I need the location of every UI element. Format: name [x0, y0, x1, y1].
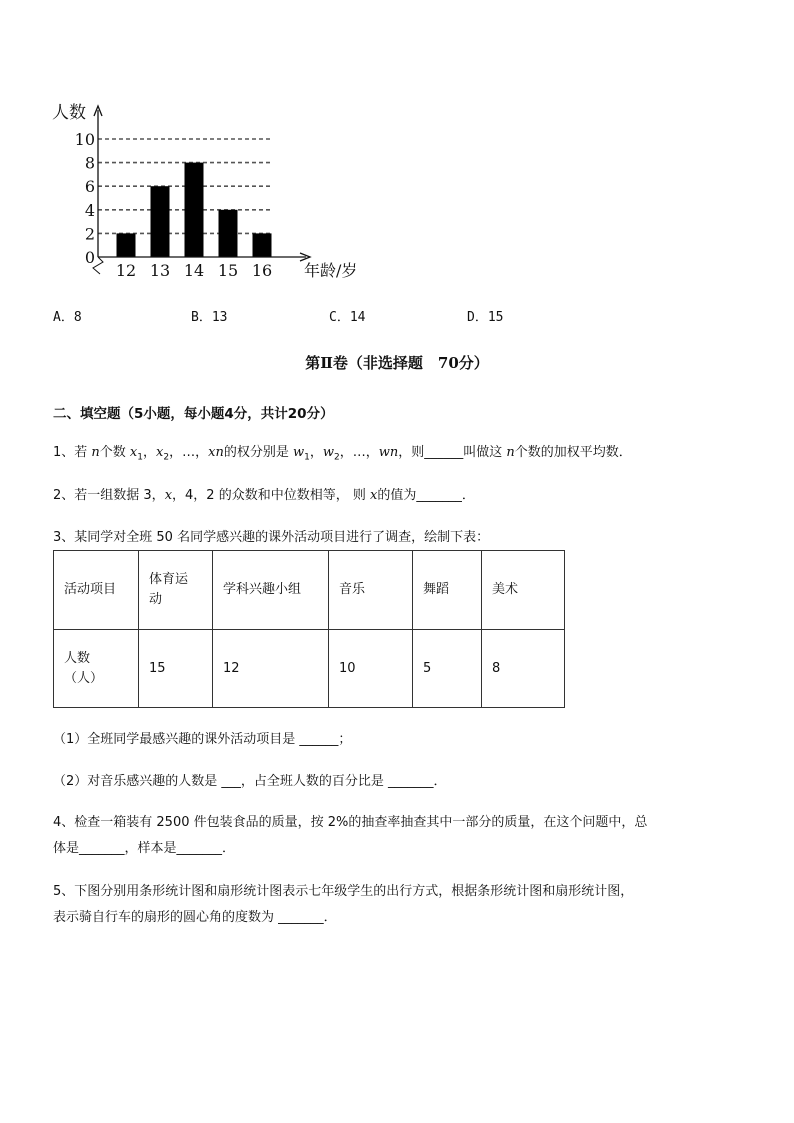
- x-tick-label: 12: [115, 261, 137, 280]
- table-cell: 12: [213, 630, 329, 708]
- table-cell: 体育运 动: [139, 551, 213, 630]
- section-title: 第Ⅱ卷（非选择题 70分）: [305, 354, 489, 372]
- table-cell: 舞蹈: [413, 551, 482, 630]
- table-cell: 学科兴趣小组: [213, 551, 329, 630]
- age-bar-chart: [48, 96, 388, 286]
- question-1: 1、若 n个数 $x_1$，$x_2$，…，xn的权分别是 $w_1$，$w_2$，…，wn，则______叫做这 n个数的加权平均数．: [53, 445, 632, 463]
- x-tick-label: 13: [149, 261, 171, 280]
- y-tick-label: 0: [84, 248, 95, 267]
- table-cell: 音乐: [329, 551, 413, 630]
- bar: [185, 163, 204, 257]
- bar: [117, 233, 136, 257]
- table-cell: 5: [413, 630, 482, 708]
- question-4-line-1: 4、检查一箱装有 2500 件包装食品的质量，按 2%的抽查率抽查其中一部分的质量，在这个问题中，总: [53, 815, 648, 830]
- bar: [151, 186, 170, 257]
- section-heading: 二、填空题（5小题，每小题4分，共计20分）: [53, 406, 334, 422]
- x-tick-label: 16: [251, 261, 273, 280]
- y-tick-labels: [75, 130, 95, 267]
- table-header-row: [54, 551, 565, 630]
- table-cell: 10: [329, 630, 413, 708]
- question-3-part-1: （1）全班同学最感兴趣的课外活动项目是 ______；: [53, 732, 352, 747]
- table-cell: 人数 （人）: [54, 630, 139, 708]
- y-tick-label: 10: [74, 130, 95, 149]
- table-cell: 8: [482, 630, 565, 708]
- table-row: [54, 630, 565, 708]
- y-tick-label: 4: [84, 200, 95, 220]
- x-tick-labels: [116, 261, 272, 280]
- question-3-part-2: （2）对音乐感兴趣的人数是 ___，占全班人数的百分比是 _______．: [53, 774, 447, 789]
- y-tick-label: 8: [84, 153, 95, 173]
- x-tick-label: 14: [183, 261, 205, 280]
- question-5-line-1: 5、下图分别用条形统计图和扇形统计图表示七年级学生的出行方式，根据条形统计图和扇形统计图，: [53, 884, 634, 899]
- y-tick-label: 2: [84, 224, 95, 244]
- question-5-line-2: 表示骑自行车的扇形的圆心角的度数为 _______．: [53, 910, 337, 925]
- question-3-intro: 3、某同学对全班 50 名同学感兴趣的课外活动项目进行了调查，绘制下表：: [53, 530, 490, 545]
- bar: [219, 210, 238, 257]
- y-axis-label: 人数: [52, 103, 86, 123]
- option-c[interactable]: C．14: [329, 310, 366, 325]
- chart-gridlines: [98, 139, 270, 233]
- question-2: 2、若一组数据 3，x，4，2 的众数和中位数相等， 则 x的值为_______．: [53, 488, 475, 503]
- option-d[interactable]: D．15: [467, 310, 504, 325]
- table-cell: 美术: [482, 551, 565, 630]
- bar: [253, 233, 272, 257]
- x-axis-label: 年龄/岁: [304, 261, 358, 280]
- option-a[interactable]: A．8: [53, 310, 82, 325]
- table-cell: 活动项目: [54, 551, 139, 630]
- y-tick-label: 6: [84, 177, 95, 197]
- question-4-line-2: 体是_______，样本是_______．: [53, 841, 236, 856]
- activity-table: [53, 550, 565, 708]
- option-b[interactable]: B．13: [191, 310, 228, 325]
- table-cell: 15: [139, 630, 213, 708]
- x-tick-label: 15: [217, 261, 239, 280]
